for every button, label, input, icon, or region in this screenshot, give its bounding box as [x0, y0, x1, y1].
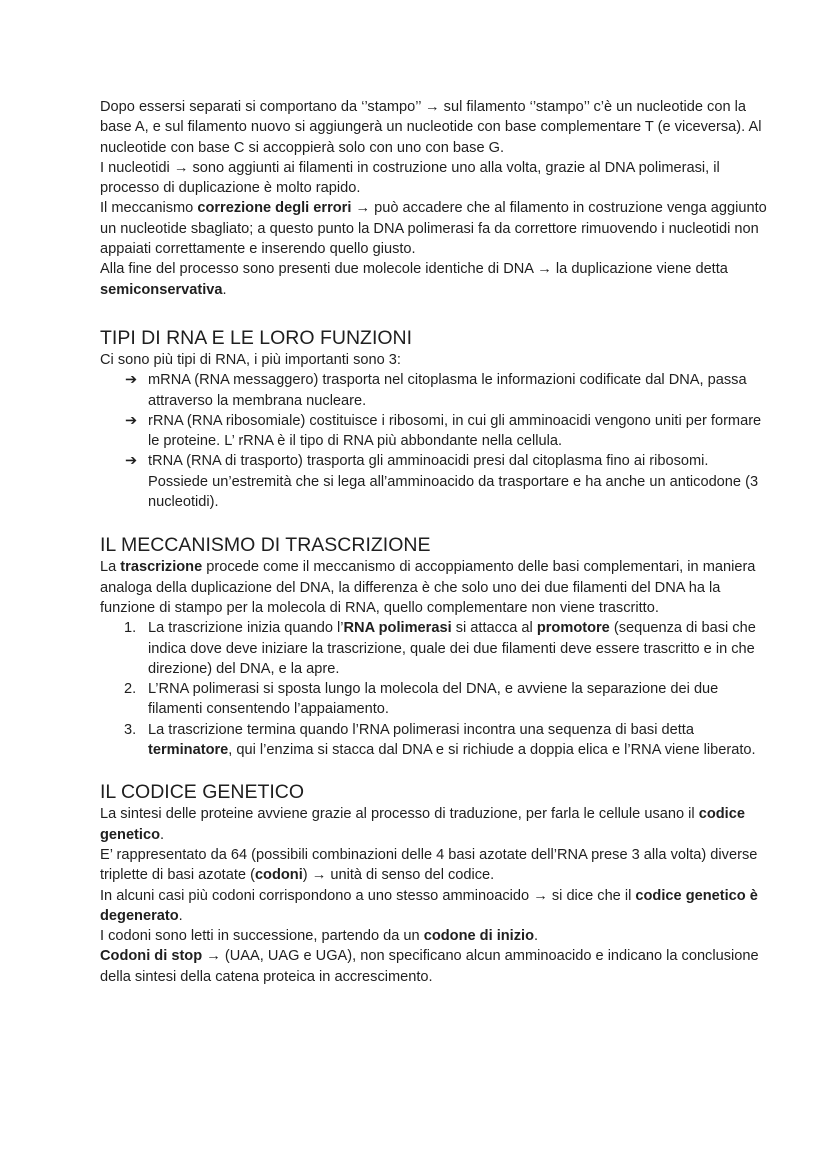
paragraph-stop-codons — [100, 946, 768, 987]
paragraph-error-correction — [100, 198, 768, 259]
list-item — [124, 679, 768, 720]
list-item — [125, 411, 768, 452]
text-run: → (UAA, UAG e UGA), non specificano alcun amminoacido e indicano la conclusione della sintesi della catena proteica in accrescimento. — [100, 948, 759, 985]
arrow-bullet-icon: ➔ — [125, 372, 138, 389]
paragraph-nucleotides: I nucleotidi → sono aggiunti ai filamenti in costruzione uno alla volta, grazie al DNA polimerasi, il processo di duplicazione è molto rapido. — [100, 159, 720, 197]
heading-transcription: IL MECCANISMO DI TRASCRIZIONE — [100, 534, 431, 557]
paragraph-start-codon — [100, 926, 768, 946]
heading-genetic-code: IL CODICE GENETICO — [100, 781, 305, 804]
paragraph-transcription-lead — [100, 557, 768, 618]
bold-term-semiconservative: semiconservativa — [100, 281, 223, 298]
list-item — [124, 618, 768, 679]
text-run: procede come il meccanismo di accoppiamento delle basi complementari, in maniera analoga della duplicazione del DNA, la differenza è che solo uno dei due filamenti del DNA ha la funzione di stampo per la molecola di RNA, quello complementare non viene trascritto. — [100, 559, 756, 616]
arrow-bullet-icon: ➔ — [125, 412, 138, 429]
bold-term-transcription: trascrizione — [120, 559, 203, 576]
text-run: La trascrizione inizia quando l’ — [148, 620, 344, 637]
bold-term-promoter: promotore — [536, 620, 610, 637]
paragraph-genetic-code — [100, 804, 768, 845]
text-run: ) → unità di senso del codice. — [302, 867, 495, 884]
bold-term-error-correction: correzione degli errori — [197, 200, 352, 217]
rna-types-list — [100, 370, 768, 512]
paragraph-rna-types-lead: Ci sono più tipi di RNA, i più importanti sono 3: — [100, 351, 401, 368]
text-run: La trascrizione termina quando l’RNA polimerasi incontra una sequenza di basi detta — [148, 721, 694, 738]
list-item-text: mRNA (RNA messaggero) trasporta nel citoplasma le informazioni codificate dal DNA, passa attraverso la membrana nucleare. — [148, 372, 747, 409]
text-run: si attacca al — [451, 620, 537, 637]
paragraph-codons — [100, 845, 768, 886]
text-run: Il meccanismo — [100, 200, 198, 217]
paragraph-degenerate-code — [100, 886, 768, 927]
bold-term-rna-polymerase: RNA polimerasi — [343, 620, 452, 637]
text-run: La sintesi delle proteine avviene grazie al processo di traduzione, per farla le cellule usano il — [100, 806, 699, 823]
step-number: 1. — [124, 620, 137, 637]
text-run: Alla fine del processo sono presenti due molecole identiche di DNA → la duplicazione viene detta — [100, 261, 728, 278]
text-run: E’ rappresentato da 64 (possibili combinazioni delle 4 basi azotate dell’RNA prese 3 alla volta) diverse triplette di basi azotate ( — [100, 846, 758, 884]
list-item-text: tRNA (RNA di trasporto) trasporta gli amminoacidi presi dal citoplasma fino ai ribosomi. Possiede un’estremità che si lega all’amminoacido da trasportare e ha anche un anticodone (3 nucleotidi). — [148, 453, 759, 511]
bold-term-terminator: terminatore — [148, 742, 229, 759]
paragraph-duplication-template: Dopo essersi separati si comportano da ‘’stampo’’ → sul filamento ‘’stampo’’ c’è un nucleotide con la base A, e sul filamento nuovo si aggiungerà un nucleotide con base complementare T (e viceversa). Al nucleotide con base C si accoppierà solo con uno con base G. — [100, 99, 762, 156]
list-item — [125, 370, 768, 411]
bold-term-start-codon: codone di inizio — [423, 928, 534, 945]
bold-term-degenerate-code: codice genetico è degenerato — [100, 887, 758, 924]
text-run: In alcuni casi più codoni corrispondono a uno stesso amminoacido → si dice che il — [100, 887, 636, 904]
bold-term-genetic-code: codice genetico — [100, 806, 745, 843]
bold-term-stop-codons: Codoni di stop — [100, 948, 203, 965]
list-item — [125, 451, 768, 512]
text-run: . — [222, 281, 227, 298]
list-item — [124, 720, 768, 761]
text-run: . — [533, 928, 539, 945]
text-run: La — [100, 559, 121, 576]
paragraph-semiconservative — [100, 259, 768, 300]
text-run: L’RNA polimerasi si sposta lungo la molecola del DNA, e avviene la separazione dei due filamenti consentendo l’appaiamento. — [148, 681, 719, 718]
text-run: I codoni sono letti in successione, partendo da un — [100, 928, 424, 945]
text-run: → può accadere che al filamento in costruzione venga aggiunto un nucleotide sbagliato; a questo punto la DNA polimerasi fa da correttore rimuovendo i nucleotidi non appaiati correttamente e inserendo quello giusto. — [100, 200, 767, 258]
text-run: . — [178, 907, 183, 924]
text-run: , qui l’enzima si stacca dal DNA e si richiude a doppia elica e l’RNA viene liberato. — [228, 742, 756, 759]
bold-term-codons: codoni — [254, 867, 303, 884]
list-item-text: rRNA (RNA ribosomiale) costituisce i ribosomi, in cui gli amminoacidi vengono uniti per formare le proteine. L’ rRNA è il tipo di RNA più abbondante nella cellula. — [148, 412, 762, 450]
step-number: 2. — [124, 681, 137, 698]
text-run: (sequenza di basi che indica dove deve iniziare la trascrizione, quale dei due filamenti deve essere trascritto e in che direzione) del DNA, e la apre. — [148, 620, 756, 677]
step-number: 3. — [124, 721, 137, 738]
arrow-bullet-icon: ➔ — [125, 453, 138, 470]
transcription-steps-list — [100, 618, 768, 760]
text-run: . — [160, 826, 165, 843]
heading-rna-types: TIPI DI RNA E LE LORO FUNZIONI — [100, 326, 413, 349]
